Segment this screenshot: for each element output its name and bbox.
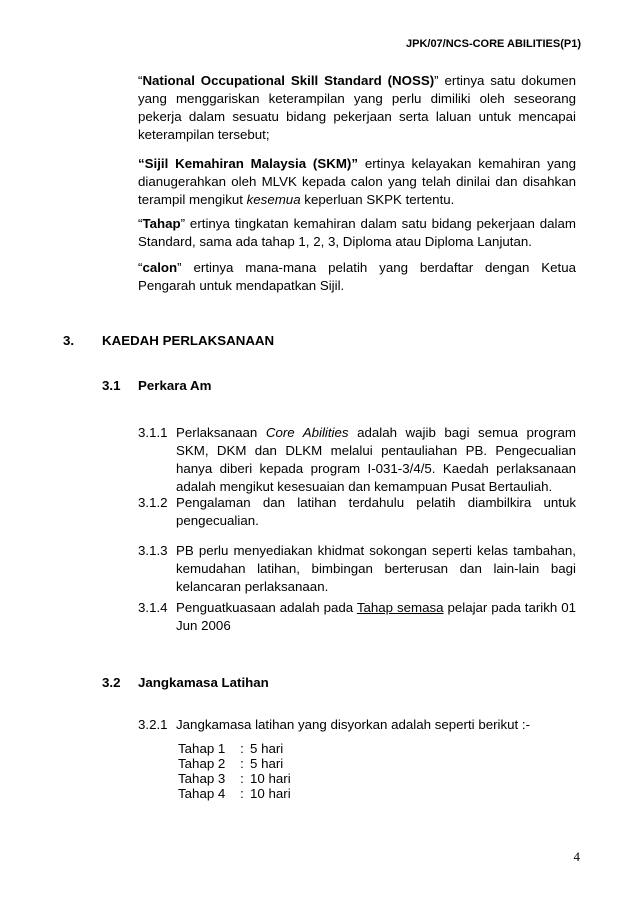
definition-term: National Occupational Skill Standard (NOSS)	[142, 73, 435, 88]
open-quote: “	[138, 156, 145, 171]
open-quote: “	[138, 216, 143, 231]
item-number: 3.1.1	[138, 425, 168, 440]
duration-value: 10 hari	[250, 771, 291, 786]
item-3-1-1	[138, 424, 576, 496]
item-number: 3.1.4	[138, 600, 168, 615]
item-3-1-2	[138, 494, 576, 530]
section-3-title: KAEDAH PERLAKSANAAN	[102, 333, 275, 348]
item-number: 3.2.1	[138, 717, 168, 732]
close-quote: ”	[434, 73, 439, 88]
item-text: PB perlu menyediakan khidmat sokongan seperti kelas tambahan, kemudahan latihan, bimbingan berterusan dan lain-lain bagi kelancaran perlaksanaan.	[176, 543, 576, 594]
duration-level: Tahap 4	[178, 786, 226, 801]
definition-term: Tahap	[142, 216, 181, 231]
item-3-2-1	[138, 716, 576, 734]
item-text-end: pelajar pada tarikh 01 Jun 2006	[176, 600, 576, 633]
definition-text-end: keperluan SKPK tertentu.	[300, 192, 455, 207]
item-number: 3.1.2	[138, 495, 168, 510]
definition-term: Sijil Kemahiran Malaysia (SKM)	[144, 156, 352, 171]
open-quote: “	[138, 73, 143, 88]
duration-level: Tahap 1	[178, 741, 226, 756]
item-number: 3.1.3	[138, 543, 168, 558]
page-number: 4	[573, 849, 580, 864]
document-code-header: JPK/07/NCS-CORE ABILITIES(P1)	[405, 38, 581, 50]
duration-separator: :	[240, 771, 244, 786]
duration-separator: :	[240, 786, 244, 801]
duration-row	[178, 741, 283, 756]
duration-separator: :	[240, 741, 244, 756]
item-3-1-4	[138, 599, 576, 635]
item-text: Penguatkuasaan adalah pada	[176, 600, 357, 615]
item-text: Pengalaman dan latihan terdahulu pelatih diambilkira untuk pengecualian.	[176, 495, 576, 528]
item-text: Perlaksanaan	[176, 425, 266, 440]
duration-row	[178, 786, 291, 801]
duration-row	[178, 771, 291, 786]
duration-row	[178, 756, 283, 771]
definition-tahap	[138, 215, 576, 251]
duration-value: 10 hari	[250, 786, 291, 801]
definition-calon	[138, 259, 576, 295]
item-underline: Tahap semasa	[356, 600, 444, 615]
item-3-1-3	[138, 542, 576, 596]
duration-level: Tahap 2	[178, 756, 226, 771]
definition-term: calon	[142, 260, 178, 275]
item-italic: Core Abilities	[265, 425, 349, 440]
definition-text: ertinya kelayakan kemahiran yang dianugerahkan oleh MLVK kepada calon yang telah dinilai dan disahkan terampil mengikut	[138, 156, 576, 207]
item-text-end: adalah wajib bagi semua program SKM, DKM dan DLKM melalui pentauliahan PB. Pengecualian hanya diberi kepada program I-031-3/4/5. Kaedah perlaksanaan adalah mengikut kesesuaian dan kemampuan Pusat Bertauliah.	[176, 425, 577, 494]
section-3-2-title: Jangkamasa Latihan	[138, 675, 269, 690]
section-3-1-title: Perkara Am	[138, 378, 212, 393]
definition-text: ertinya tingkatan kemahiran dalam satu bidang pekerjaan dalam Standard, sama ada tahap 1, 2, 3, Diploma atau Diploma Lanjutan.	[138, 216, 576, 249]
duration-separator: :	[240, 756, 244, 771]
section-3-1-number: 3.1	[102, 378, 121, 393]
close-quote: ”	[180, 216, 186, 231]
definition-noss	[138, 72, 576, 144]
definition-italic: kesemua	[246, 192, 301, 207]
close-quote: ”	[351, 156, 358, 171]
definition-skm	[138, 155, 576, 209]
close-quote: ”	[177, 260, 182, 275]
section-3-number: 3.	[63, 333, 75, 348]
duration-value: 5 hari	[250, 741, 284, 756]
item-text: Jangkamasa latihan yang disyorkan adalah seperti berikut :-	[176, 717, 531, 732]
section-3-2-number: 3.2	[102, 675, 121, 690]
definition-text: ertinya mana-mana pelatih yang berdaftar dengan Ketua Pengarah untuk mendapatkan Sijil.	[138, 260, 576, 293]
definition-text: ertinya satu dokumen yang menggariskan keterampilan yang perlu dimiliki oleh seseorang pekerja dalam sesuatu bidang pekerjaan serta laluan untuk mencapai keterampilan tersebut;	[138, 73, 576, 142]
duration-level: Tahap 3	[178, 771, 226, 786]
duration-value: 5 hari	[250, 756, 284, 771]
open-quote: “	[138, 260, 143, 275]
